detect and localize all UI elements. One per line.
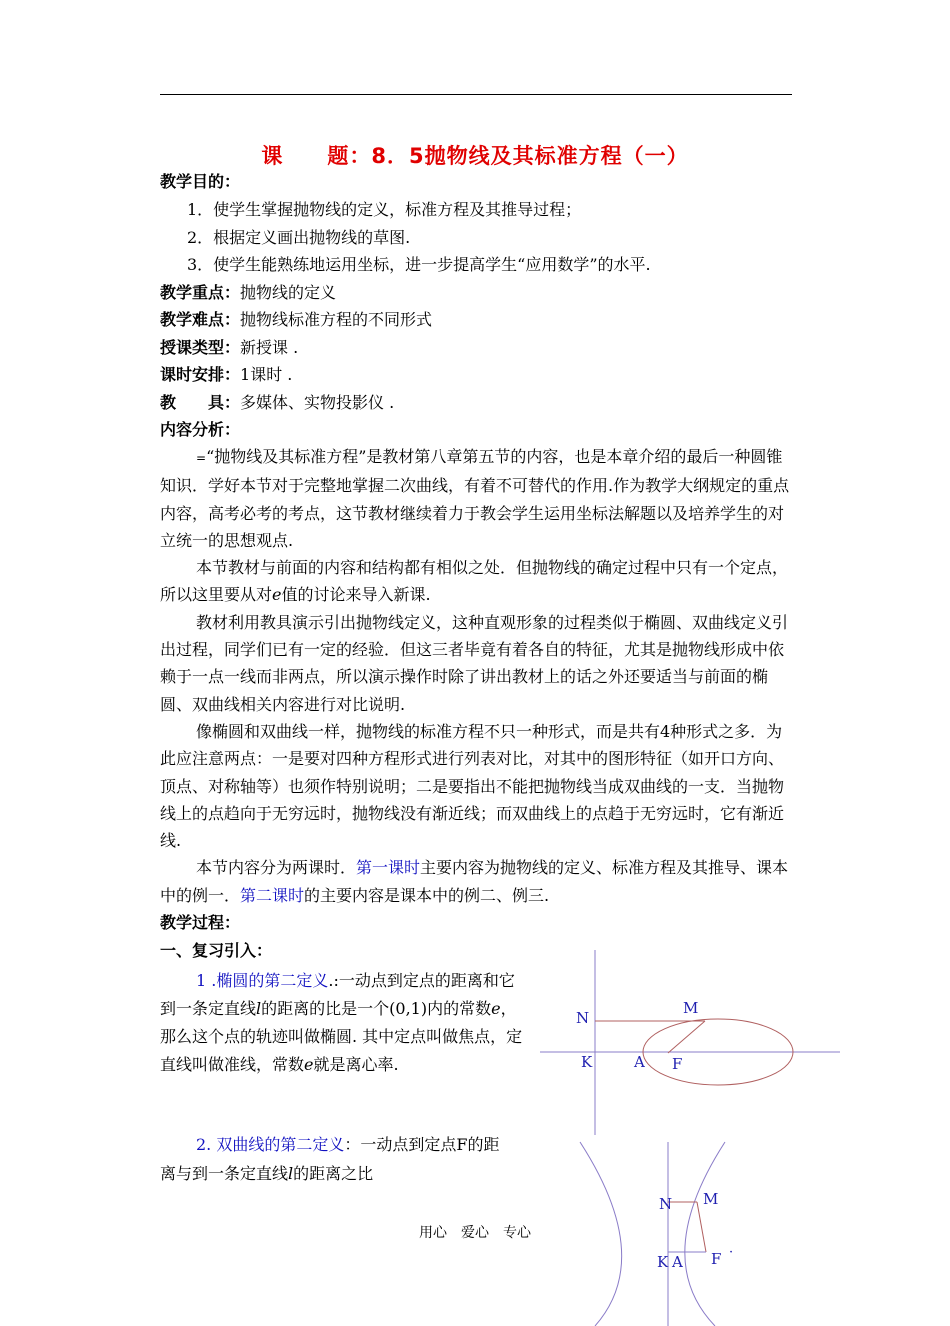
second-lesson-link[interactable]: 第二课时 (240, 885, 305, 905)
objective-item-2: 2．根据定义画出抛物线的草图. (187, 228, 411, 247)
meta-row-type (160, 338, 298, 358)
objectives-heading: 教学目的： (160, 172, 241, 191)
var-e: e (272, 585, 282, 605)
meta-row-difficulty (160, 310, 432, 330)
analysis-paragraph-2: 本节教材与前面的内容和结构都有相似之处．但抛物线的确定过程中只有一个定点，所以这里要从对e值的讨论来导入新课. (160, 558, 789, 605)
meta-label: 教学重点： (160, 283, 241, 302)
analysis-heading: 内容分析： (160, 420, 241, 439)
label-A: A (672, 1253, 683, 1271)
hyperbola-definition: 2. 双曲线的第二定义：一动点到定点F的距离与到一条定直线l的距离之比 (160, 1135, 500, 1183)
meta-row-focus (160, 283, 336, 303)
meta-label: 教 具： (160, 393, 241, 412)
meta-value: 多媒体、实物投影仪 . (240, 393, 395, 412)
analysis-paragraph-5: 本节内容分为两课时．第一课时主要内容为抛物线的定义、标准方程及其推导、课本中的例一．第二课时的主要内容是课本中的例二、例三. (160, 858, 789, 905)
label-N: N (659, 1195, 673, 1213)
meta-value: 1课时 . (240, 365, 293, 384)
analysis-paragraph-3: 教材利用教具演示引出抛物线定义，这种直观形象的过程类似于椭圆、双曲线定义引出过程，同学们已有一定的经验．但这三者毕竟有着各自的特征，尤其是抛物线形成中依赖于一点一线而非两点，所以演示操作时除了讲出教材上的话之外还要适当与前面的椭圆、双曲线相关内容进行对比说明. (160, 612, 789, 714)
ellipse-definition: 1 .椭圆的第二定义.:一动点到定点的距离和它到一条定直线l的距离的比是一个(0,1)内的常数e，那么这个点的轨迹叫做椭圆. 其中定点叫做焦点，定直线叫做准线，常数e就是离心率. (160, 971, 523, 1074)
var-l: l (288, 1164, 294, 1183)
ellipse-figure (530, 945, 845, 1140)
label-F: F (672, 1055, 683, 1073)
label-F: F (711, 1250, 722, 1268)
label-K: K (581, 1053, 593, 1071)
analysis-body (160, 443, 792, 909)
analysis-paragraph-1: =“抛物线及其标准方程”是教材第八章第五节的内容，也是本章介绍的最后一种圆锥知识．学好本节对于完整地掌握二次曲线，有着不可替代的作用.作为教学大纲规定的重点内容，高考必考的考点，这节教材继续着力于教会学生运用坐标法解题以及培养学生的对立统一的思想观点. (160, 447, 790, 550)
meta-label: 课时安排： (160, 365, 241, 384)
meta-row-tools (160, 393, 394, 413)
label-N: N (576, 1009, 590, 1027)
var-e: e (304, 1055, 314, 1074)
meta-value: 新授课 . (240, 338, 299, 357)
label-M: M (703, 1190, 719, 1208)
hyperbola-num: 2. (196, 1135, 212, 1154)
first-lesson-link[interactable]: 第一课时 (356, 858, 421, 878)
label-A: A (634, 1053, 645, 1071)
ellipse-num: 1 . (196, 971, 217, 990)
meta-value: 抛物线标准方程的不同形式 (240, 310, 433, 329)
page-title: 课 题：8．5抛物线及其标准方程（一） (261, 144, 689, 168)
header-rule (160, 94, 792, 95)
label-M: M (683, 999, 699, 1017)
page-footer: 用心 爱心 专心 (419, 1225, 531, 1241)
var-l: l (256, 999, 262, 1018)
meta-value: 抛物线的定义 (240, 283, 337, 302)
objective-item-3: 3．使学生能熟练地运用坐标，进一步提高学生“应用数学”的水平. (187, 255, 651, 274)
ellipse-term: 椭圆的第二定义 (216, 971, 329, 990)
process-heading: 教学过程： (160, 913, 241, 932)
analysis-paragraph-4: 像椭圆和双曲线一样，抛物线的标准方程不只一种形式，而是共有4种形式之多．为此应注意两点：一是要对四种方程形式进行列表对比，对其中的图形特征（如开口方向、顶点、对称轴等）也须作特别说明；二是要指出不能把抛物线当成双曲线的一支．当抛物线上的点趋向于无穷远时，抛物线没有渐近线；而双曲线上的点趋于无穷远时，它有渐近线. (160, 721, 785, 851)
meta-label: 教学难点： (160, 310, 241, 329)
section-review-heading: 一、复习引入： (160, 941, 273, 960)
label-K: K (657, 1253, 669, 1271)
meta-row-hours (160, 365, 292, 385)
dot-mark: · (729, 1245, 734, 1260)
objective-item-1: 1．使学生掌握抛物线的定义，标准方程及其推导过程； (187, 200, 582, 219)
interval: (0,1) (389, 999, 428, 1018)
hyperbola-term: 双曲线的第二定义 (216, 1135, 345, 1154)
var-e: e (491, 999, 501, 1018)
meta-label: 授课类型： (160, 338, 241, 357)
analysis-prefix: = (196, 451, 207, 465)
